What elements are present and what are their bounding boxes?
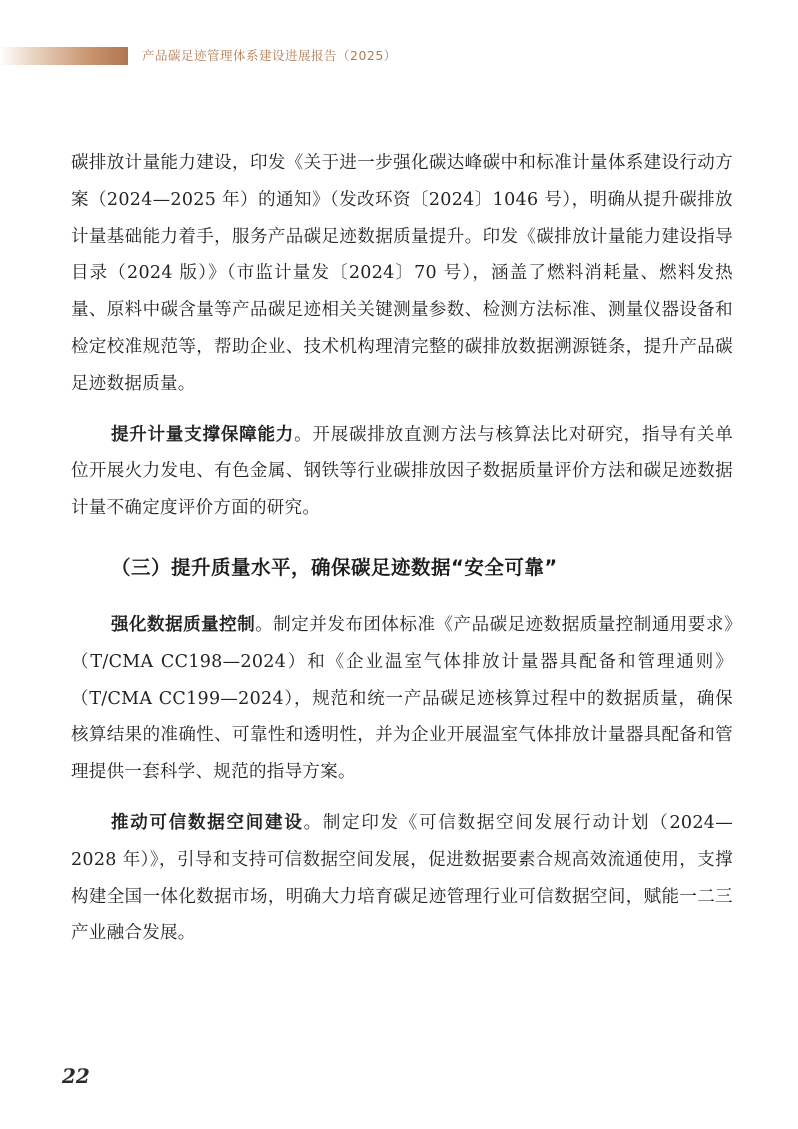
paragraph-data-quality-control xyxy=(71,607,733,791)
header-decorative-bar xyxy=(0,47,128,65)
page-number: 22 xyxy=(62,1064,90,1088)
paragraph-trusted-data-space xyxy=(71,805,733,952)
running-header-title: 产品碳足迹管理体系建设进展报告（2025） xyxy=(142,48,397,63)
paragraph-carbon-metering-capacity: 碳排放计量能力建设，印发《关于进一步强化碳达峰碳中和标准计量体系建设行动方案（2024—2025 年）的通知》（发改环资〔2024〕1046 号），明确从提升碳排放计量基础能力着手，服务产品碳足迹数据质量提升。印发《碳排放计量能力建设指导目录（2024 版）》（市监计量发〔2024〕70 号），涵盖了燃料消耗量、燃料发热量、原料中碳含量等产品碳足迹相关关键测量参数、检测方法标准、测量仪器设备和检定校准规范等，帮助企业、技术机构理清完整的碳排放数据溯源链条，提升产品碳足迹数据质量。 xyxy=(71,153,733,394)
paragraph-lead-heading: 推动可信数据空间建设 xyxy=(111,812,304,833)
section-heading: （三）提升质量水平，确保碳足迹数据“安全可靠” xyxy=(111,555,558,579)
paragraph-body-text: 。开展碳排放直测方法与核算法比对研究，指导有关单位开展火力发电、有色金属、钢铁等行业碳排放因子数据质量评价方法和碳足迹数据计量不确定度评价方面的研究。 xyxy=(71,424,733,519)
paragraph-lead-heading: 强化数据质量控制 xyxy=(111,614,256,635)
paragraph-body-text: 。制定并发布团体标准《产品碳足迹数据质量控制通用要求》（T/CMA CC198—2024）和《企业温室气体排放计量器具配备和管理通则》（T/CMA CC199—2024），规范和统一产品碳足迹核算过程中的数据质量，确保核算结果的准确性、可靠性和透明性，并为企业开展温室气体排放计量器具配备和管理提供一套科学、规范的指导方案。 xyxy=(71,614,733,783)
main-content xyxy=(71,145,733,952)
paragraph-body-text: 。制定印发《可信数据空间发展行动计划（2024—2028 年）》，引导和支持可信数据空间发展，促进数据要素合规高效流通使用，支撑构建全国一体化数据市场，明确大力培育碳足迹管理行业可信数据空间，赋能一二三产业融合发展。 xyxy=(71,812,734,944)
paragraph-metering-support xyxy=(71,417,733,527)
paragraph-lead-heading: 提升计量支撑保障能力 xyxy=(111,424,295,445)
